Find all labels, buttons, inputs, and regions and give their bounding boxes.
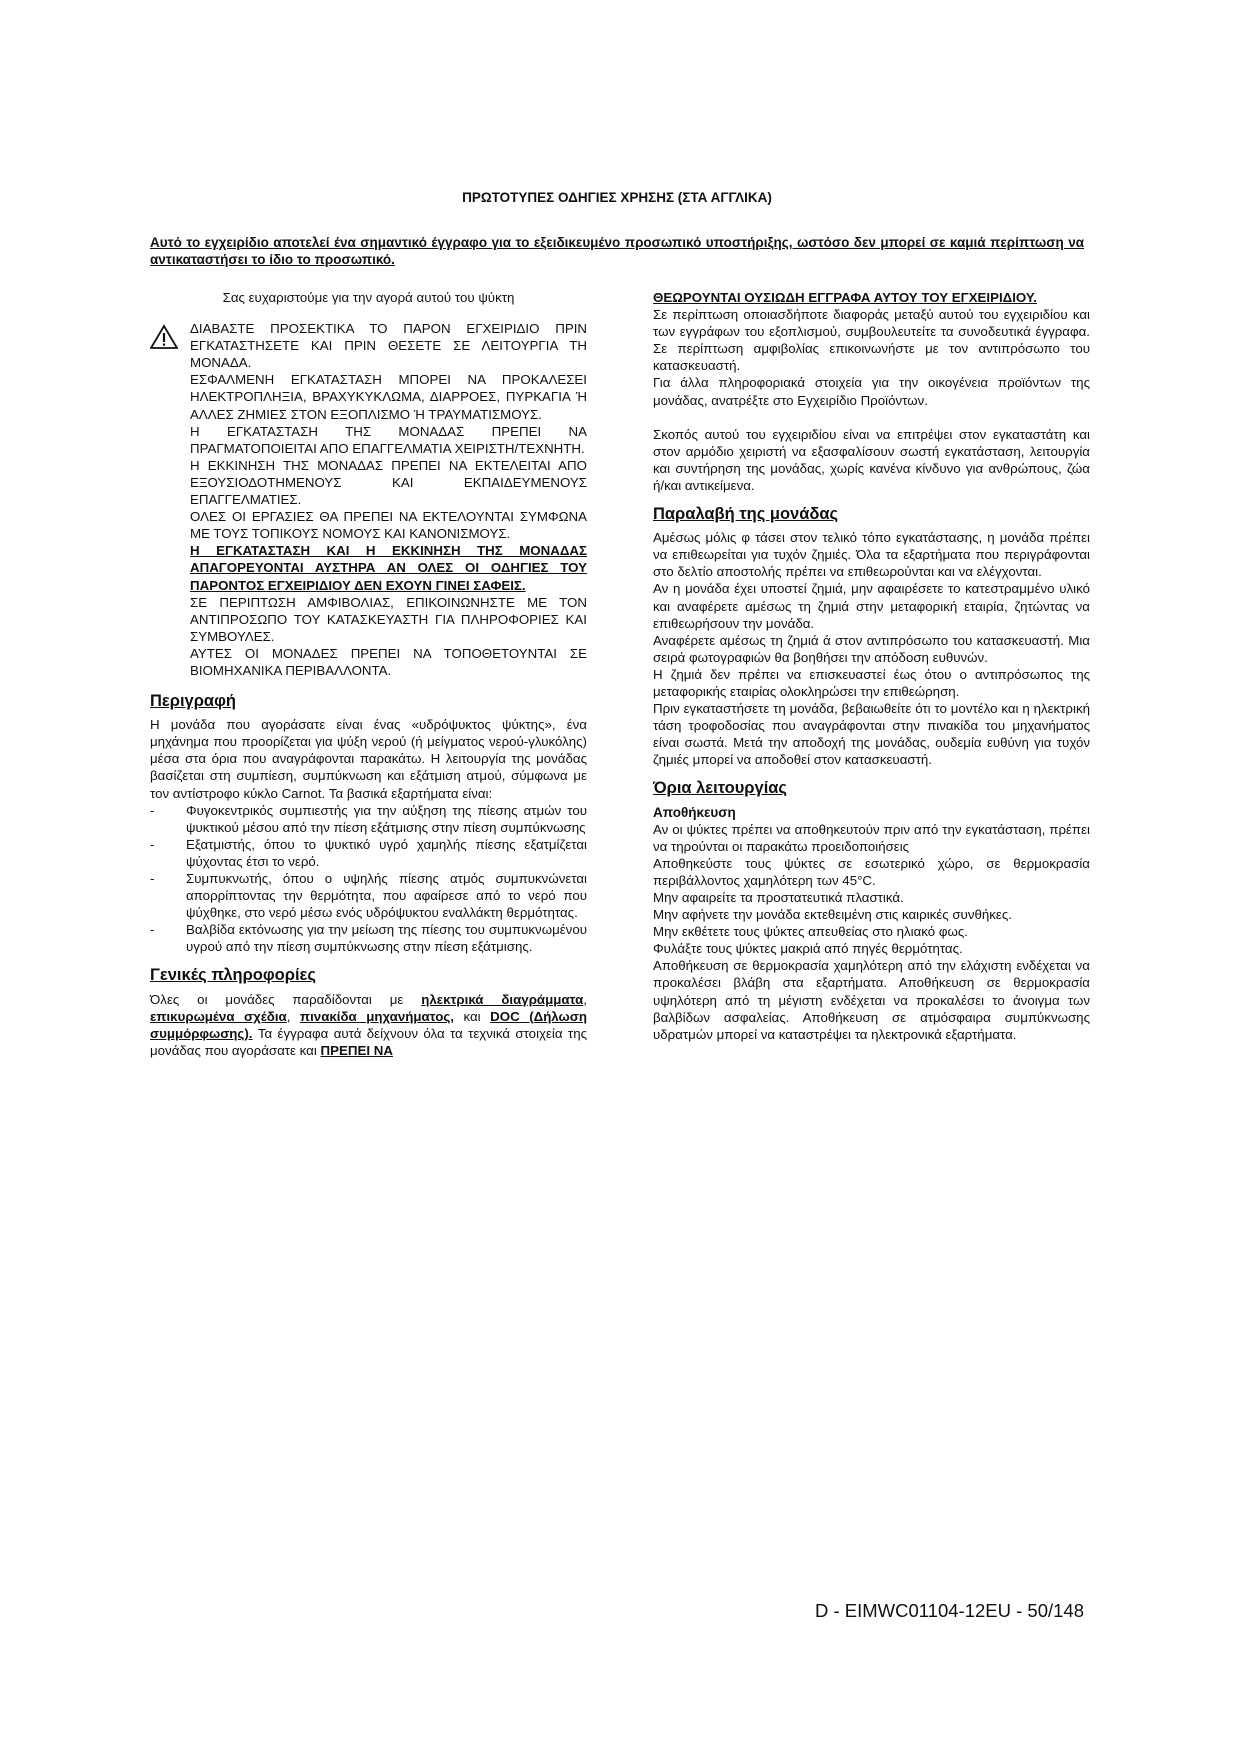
general-text-4: και xyxy=(453,1008,491,1024)
storage-paragraph-1: Αν οι ψύκτες πρέπει να αποθηκευτούν πριν από την εγκατάσταση, πρέπει να τηρούνται οι παρακάτω προειδοποιήσεις xyxy=(653,821,1090,854)
general-text-2: , xyxy=(583,991,587,1007)
general-text-3: , xyxy=(286,1008,300,1024)
warning-authorized-startup: Η ΕΚΚΙΝΗΣΗ ΤΗΣ ΜΟΝΑΔΑΣ ΠΡΕΠΕΙ ΝΑ ΕΚΤΕΛΕΙΤΑΙ ΑΠΟ ΕΞΟΥΣΙΟΔΟΤΗΜΕΝΟΥΣ ΚΑΙ ΕΚΠΑΙΔΕΥΜΕΝΟΥΣ ΕΠΑΓΓΕΛΜΑΤΙΕΣ. xyxy=(190,457,587,508)
section-heading-description: Περιγραφή xyxy=(150,692,236,711)
section-heading-general-info: Γενικές πληροφορίες xyxy=(150,966,316,985)
safety-warning-block xyxy=(150,320,587,679)
general-approved-drawings: επικυρωμένα σχέδια xyxy=(150,1008,287,1024)
component-item-compressor: - Φυγοκεντρικός συμπιεστής για την αύξηση της πίεσης ατμών του ψυκτικού μέσου από την πίεση εξάτμισης στην πίεση συμπύκνωσης xyxy=(150,802,587,836)
warning-contact-representative: ΣΕ ΠΕΡΙΠΤΩΣΗ ΑΜΦΙΒΟΛΙΑΣ, ΕΠΙΚΟΙΝΩΝΗΣΤΕ ΜΕ ΤΟΝ ΑΝΤΙΠΡΟΣΩΠΟ ΤΟΥ ΚΑΤΑΣΚΕΥΑΣΤΗ ΓΙΑ ΠΛΗΡΟΦΟΡΙΕΣ ΚΑΙ ΣΥΜΒΟΥΛΕΣ. xyxy=(190,594,587,644)
right-column xyxy=(653,289,1090,1043)
page-footer-reference: D - EIMWC01104-12EU - 50/148 xyxy=(814,1600,1084,1621)
general-must-be: ΠΡΕΠΕΙ ΝΑ xyxy=(320,1042,393,1058)
warning-industrial-environments: ΑΥΤΕΣ ΟΙ ΜΟΝΑΔΕΣ ΠΡΕΠΕΙ ΝΑ ΤΟΠΟΘΕΤΟΥΝΤΑΙ ΣΕ ΒΙΟΜΗΧΑΝΙΚΑ ΠΕΡΙΒΑΛΛΟΝΤΑ. xyxy=(190,645,587,678)
storage-paragraph-3: Μην αφαιρείτε τα προστατευτικά πλαστικά. xyxy=(653,890,904,905)
thanks-line: Σας ευχαριστούμε για την αγορά αυτού του ψύκτη xyxy=(222,290,515,305)
general-text-5: Τα έγγραφα αυτά δείχνουν όλα τα τεχνικά στοιχεία της μονάδας που αγοράσατε και xyxy=(150,1025,587,1058)
warning-incorrect-install: ΕΣΦΑΛΜΕΝΗ ΕΓΚΑΤΑΣΤΑΣΗ ΜΠΟΡΕΙ ΝΑ ΠΡΟΚΑΛΕΣΕΙ ΗΛΕΚΤΡΟΠΛΗΞΙΑ, ΒΡΑΧΥΚΥΚΛΩΜΑ, ΔΙΑΡΡΟΕΣ, ΠΥΡΚΑΓΙΑ Ή ΑΛΛΕΣ ΖΗΜΙΕΣ ΣΤΟΝ ΕΞΟΠΛΙΣΜΟ Ή ΤΡΑΥΜΑΤΙΣΜΟΥΣ. xyxy=(190,372,587,422)
general-electrical-diagrams: ηλεκτρικά διαγράμματα xyxy=(421,991,584,1007)
warning-strictly-prohibited: Η ΕΓΚΑΤΑΣΤΑΣΗ ΚΑΙ Η ΕΚΚΙΝΗΣΗ ΤΗΣ ΜΟΝΑΔΑΣ ΑΠΑΓΟΡΕΥΟΝΤΑΙ ΑΥΣΤΗΡΑ ΑΝ ΟΛΕΣ ΟΙ ΟΔΗΓΙΕΣ ΤΟΥ ΠΑΡΟΝΤΟΣ ΕΓΧΕΙΡΙΔΙΟΥ ΔΕΝ ΕΧΟΥΝ ΓΙΝΕΙ ΣΑΦΕΙΣ. xyxy=(190,543,587,593)
receipt-paragraph-4: Η ζημιά δεν πρέπει να επισκευαστεί έως ότου ο αντιπρόσωπος της μεταφορικής εταιρίας ολοκληρώσει την επιθεώρηση. xyxy=(653,666,1090,699)
general-text-1: Όλες οι μονάδες παραδίδονται με xyxy=(150,991,422,1007)
receipt-paragraph-1: Αμέσως μόλις φ τάσει στον τελικό τόπο εγκατάστασης, η μονάδα πρέπει να επιθεωρείται για τυχόν ζημιές. Όλα τα εξαρτήματα που περιγράφονται στο δελτίο αποστολής πρέπει να επιθεωρούνται και να ελέγχονται. xyxy=(653,530,1090,580)
components-list xyxy=(150,802,587,956)
section-heading-receipt: Παραλαβή της μονάδας xyxy=(653,505,839,524)
left-column xyxy=(150,289,587,1059)
warning-read-manual: ΔΙΑΒΑΣΤΕ ΠΡΟΣΕΚΤΙΚΑ ΤΟ ΠΑΡΟΝ ΕΓΧΕΙΡΙΔΙΟ ΠΡΙΝ ΕΓΚΑΤΑΣΤΗΣΕΤΕ ΚΑΙ ΠΡΙΝ ΘΕΣΕΤΕ ΣΕ ΛΕΙΤΟΥΡΓΙΑ ΤΗ ΜΟΝΑΔΑ. xyxy=(190,321,587,371)
component-item-expansion-valve: - Βαλβίδα εκτόνωσης για την μείωση της πίεσης του συμπυκνωμένου υγρού από την πίεση συμπύκνωσης στην πίεση εξάτμισης. xyxy=(150,921,587,955)
document-title: ΠΡΩΤΟΤΥΠΕΣ ΟΔΗΓΙΕΣ ΧΡΗΣΗΣ (ΣΤΑ ΑΓΓΛΙΚΑ) xyxy=(462,190,772,205)
general-nameplate: πινακίδα μηχανήματος, xyxy=(299,1008,454,1024)
storage-paragraph-4: Μην αφήνετε την μονάδα εκτεθειμένη στις καιρικές συνθήκες. xyxy=(653,907,1012,923)
warning-local-laws: ΟΛΕΣ ΟΙ ΕΡΓΑΣΙΕΣ ΘΑ ΠΡΕΠΕΙ ΝΑ ΕΚΤΕΛΟΥΝΤΑΙ ΣΥΜΦΩΝΑ ΜΕ ΤΟΥΣ ΤΟΠΙΚΟΥΣ ΝΟΜΟΥΣ ΚΑΙ ΚΑΝΟΝΙΣΜΟΥΣ. xyxy=(190,509,587,542)
storage-paragraph-5: Μην εκθέτετε τους ψύκτες απευθείας στο ηλιακό φως. xyxy=(653,924,968,940)
intro-notice: Αυτό το εγχειρίδιο αποτελεί ένα σημαντικό έγγραφο για το εξειδικευμένο προσωπικό υποστήριξης, ωστόσο δεν μπορεί σε καμιά περίπτωση να αντικαταστήσει το ίδιο το προσωπικό. xyxy=(150,235,1084,267)
general-product-manual-paragraph: Για άλλα πληροφοριακά στοιχεία για την οικογένεια προϊόντων της μονάδας, ανατρέξτε στο Εγχειρίδιο Προϊόντων. xyxy=(653,375,1090,408)
component-item-evaporator: - Εξατμιστής, όπου το ψυκτικό υγρό χαμηλής πίεσης εξατμίζεται ψύχοντας έτσι το νερό. xyxy=(150,836,587,870)
warning-triangle-icon xyxy=(150,320,190,354)
storage-paragraph-6: Φυλάξτε τους ψύκτες μακριά από πηγές θερμότητας. xyxy=(653,941,963,957)
receipt-paragraph-3: Αναφέρετε αμέσως τη ζημιά ά στον αντιπρόσωπο του κατασκευαστή. Μια σειρά φωτογραφιών θα βοηθήσει την απόδοση ευθυνών. xyxy=(653,632,1090,665)
storage-paragraph-7: Αποθήκευση σε θερμοκρασία χαμηλότερη από την ελάχιστη ενδέχεται να προκαλέσει βλάβη στα εξαρτήματα. Αποθήκευση σε θερμοκρασία υψηλότερη από τη μέγιστη ενδέχεται να προκαλέσει το άνοιγμα των βαλβίδων ασφαλείας. Αποθήκευση σε ατμόσφαιρα συμπύκνωσης υδρατμών μπορεί να καταστρέψει τα ηλεκτρονικά εξαρτήματα. xyxy=(653,958,1090,1042)
general-doc: DOC (Δήλωση συμμόρφωσης). xyxy=(150,1008,587,1041)
receipt-paragraph-5: Πριν εγκαταστήσετε τη μονάδα, βεβαιωθείτε ότι το μοντέλο και η ηλεκτρική τάση τροφοδοσίας που αναγράφονται στην πινακίδα του μηχανήματος είναι σωστά. Μετά την αποδοχή της μονάδας, ουδεμία ευθύνη για τυχόν ζημιές μπορεί να αποδοθεί στον κατασκευαστή. xyxy=(653,701,1090,768)
section-heading-operating-limits: Όρια λειτουργίας xyxy=(653,779,787,798)
component-item-condenser: - Συμπυκνωτής, όπου ο υψηλής πίεσης ατμός συμπυκνώνεται απορρίπτοντας την θερμότητα, που αφαίρεσε από το νερό που ψύχθηκε, στο νερό μέσω ενός υδρόψυκτου εναλλάκτη θερμότητας. xyxy=(150,870,587,921)
description-paragraph: Η μονάδα που αγοράσατε είναι ένας «υδρόψυκτος ψύκτης», ένα μηχάνημα που προορίζεται για ψύξη νερού (ή μείγματος νερού-γλυκόλης) μέσα στα όρια που αναγράφονται παρακάτω. Η λειτουργία της μονάδας βασίζεται στη συμπίεση, συμπύκνωση και εξάτμιση ατμού, σύμφωνα με τον αντίστροφο κύκλο Carnot. Τα βασικά εξαρτήματα είναι: xyxy=(150,717,587,801)
manual-purpose-paragraph: Σκοπός αυτού του εγχειριδίου είναι να επιτρέψει στον εγκαταστάτη και στον αρμόδιο χειριστή να εξασφαλίσουν σωστή εγκατάσταση, λειτουργία και συντήρηση της μονάδας, χωρίς κανένα κίνδυνο για ανθρώπους, ζώα ή/και αντικείμενα. xyxy=(653,426,1090,493)
receipt-paragraph-2: Αν η μονάδα έχει υποστεί ζημιά, μην αφαιρέσετε το κατεστραμμένο υλικό και αναφέρετε αμέσως τη ζημιά στην μεταφορική εταιρία, ζητώντας να επιθεωρήσουν την μονάδα. xyxy=(653,581,1090,631)
warning-professional-install: Η ΕΓΚΑΤΑΣΤΑΣΗ ΤΗΣ ΜΟΝΑΔΑΣ ΠΡΕΠΕΙ ΝΑ ΠΡΑΓΜΑΤΟΠΟΙΕΙΤΑΙ ΑΠΟ ΕΠΑΓΓΕΛΜΑΤΙΑ ΧΕΙΡΙΣΤΗ/ΤΕΧΝΗΤΗ. xyxy=(190,423,587,456)
general-info-paragraph xyxy=(150,991,587,1059)
general-discrepancy-paragraph: Σε περίπτωση οποιασδήποτε διαφοράς μεταξύ αυτού του εγχειριδίου και των εγγράφων του εξοπλισμού, συμβουλευτείτε τα συνοδευτικά έγγραφα. Σε περίπτωση αμφιβολίας επικοινωνήστε με τον αντιπρόσωπο του κατασκευαστή. xyxy=(653,307,1090,374)
general-essential-documents: ΘΕΩΡΟΥΝΤΑΙ ΟΥΣΙΩΔΗ ΕΓΓΡΑΦΑ ΑΥΤΟΥ ΤΟΥ ΕΓΧΕΙΡΙΔΙΟΥ. xyxy=(653,290,1037,305)
subheading-storage: Αποθήκευση xyxy=(653,804,736,820)
storage-paragraph-2: Αποθηκεύστε τους ψύκτες σε εσωτερικό χώρο, σε θερμοκρασία περιβάλλοντος χαμηλότερη των 45°C. xyxy=(653,855,1090,888)
